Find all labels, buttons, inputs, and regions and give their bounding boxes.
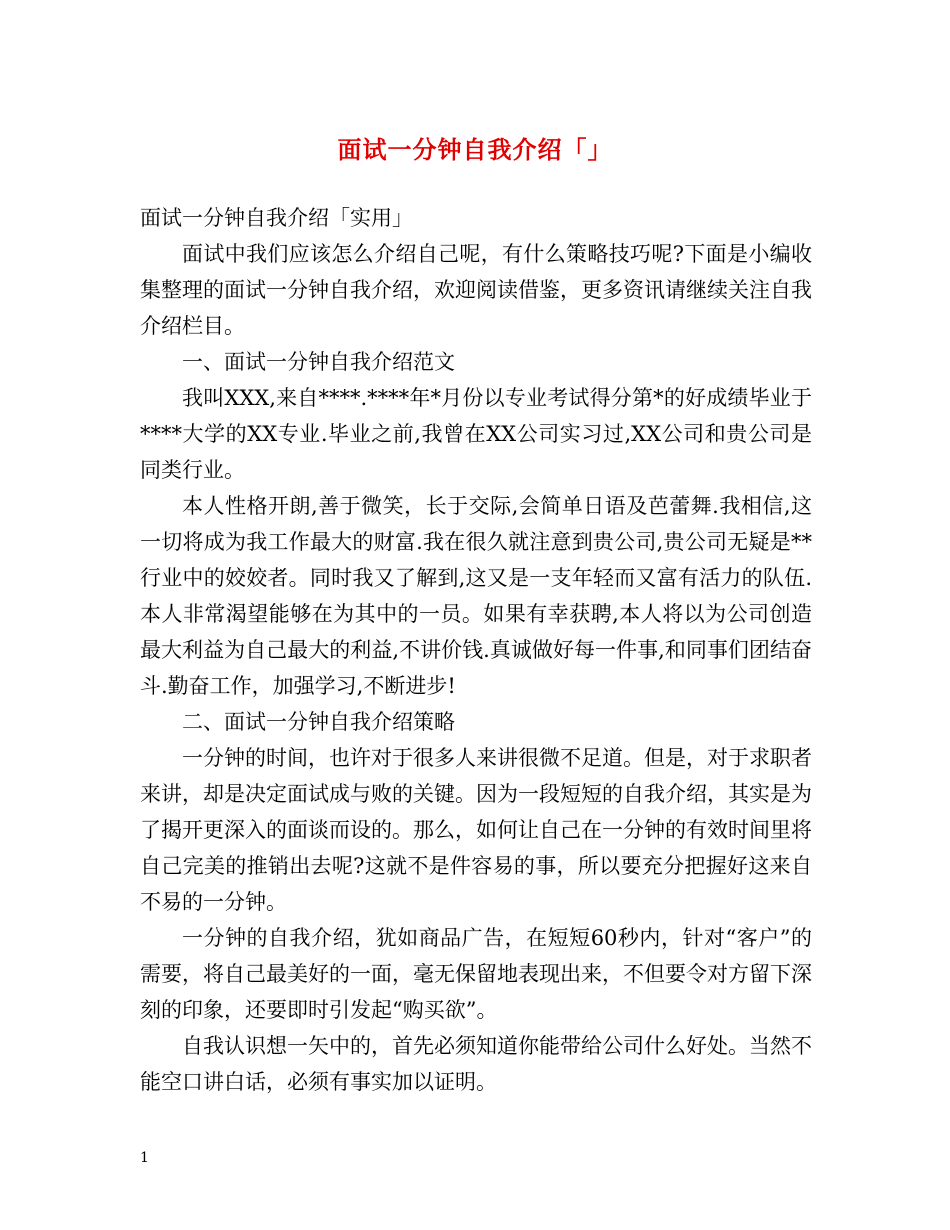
strategy-paragraph-3: 自我认识想一矢中的，首先必须知道你能带给公司什么好处。当然不能空口讲白话，必须有事实加以证明。 xyxy=(140,1034,812,1094)
section-heading-sample: 一、面试一分钟自我介绍范文 xyxy=(182,350,455,374)
intro-paragraph: 面试中我们应该怎么介绍自己呢，有什么策略技巧呢?下面是小编收集整理的面试一分钟自我介绍，欢迎阅读借鉴，更多资讯请继续关注自我介绍栏目。 xyxy=(140,242,812,338)
sample-paragraph-2: 本人性格开朗,善于微笑，长于交际,会简单日语及芭蕾舞.我相信,这一切将成为我工作最大的财富.我在很久就注意到贵公司,贵公司无疑是**行业中的姣姣者。同时我又了解到,这又是一支年轻而又富有活力的队伍.本人非常渴望能够在为其中的一员。如果有幸获聘,本人将以为公司创造最大利益为自己最大的利益,不讲价钱.真诚做好每一件事,和同事们团结奋斗.勤奋工作，加强学习,不断进步! xyxy=(140,494,812,698)
page-number: 1 xyxy=(140,1150,149,1166)
document-body xyxy=(140,200,812,1100)
section-heading-strategy: 二、面试一分钟自我介绍策略 xyxy=(182,710,455,734)
strategy-paragraph-1: 一分钟的时间，也许对于很多人来讲很微不足道。但是，对于求职者来讲，却是决定面试成与败的关键。因为一段短短的自我介绍，其实是为了揭开更深入的面谈而设的。那么，如何让自己在一分钟的有效时间里将自己完美的推销出去呢?这就不是件容易的事，所以要充分把握好这来自不易的一分钟。 xyxy=(140,746,812,914)
document-title: 面试一分钟自我介绍「」 xyxy=(337,135,613,164)
strategy-paragraph-2: 一分钟的自我介绍，犹如商品广告，在短短60秒内，针对“客户”的需要，将自己最美好的一面，毫无保留地表现出来，不但要令对方留下深刻的印象，还要即时引发起“购买欲”。 xyxy=(140,926,812,1022)
sample-paragraph-1: 我叫XXX,来自****.****年*月份以专业考试得分第*的好成绩毕业于****大学的XX专业.毕业之前,我曾在XX公司实习过,XX公司和贵公司是同类行业。 xyxy=(140,386,812,482)
document-subtitle: 面试一分钟自我介绍「实用」 xyxy=(140,206,413,230)
